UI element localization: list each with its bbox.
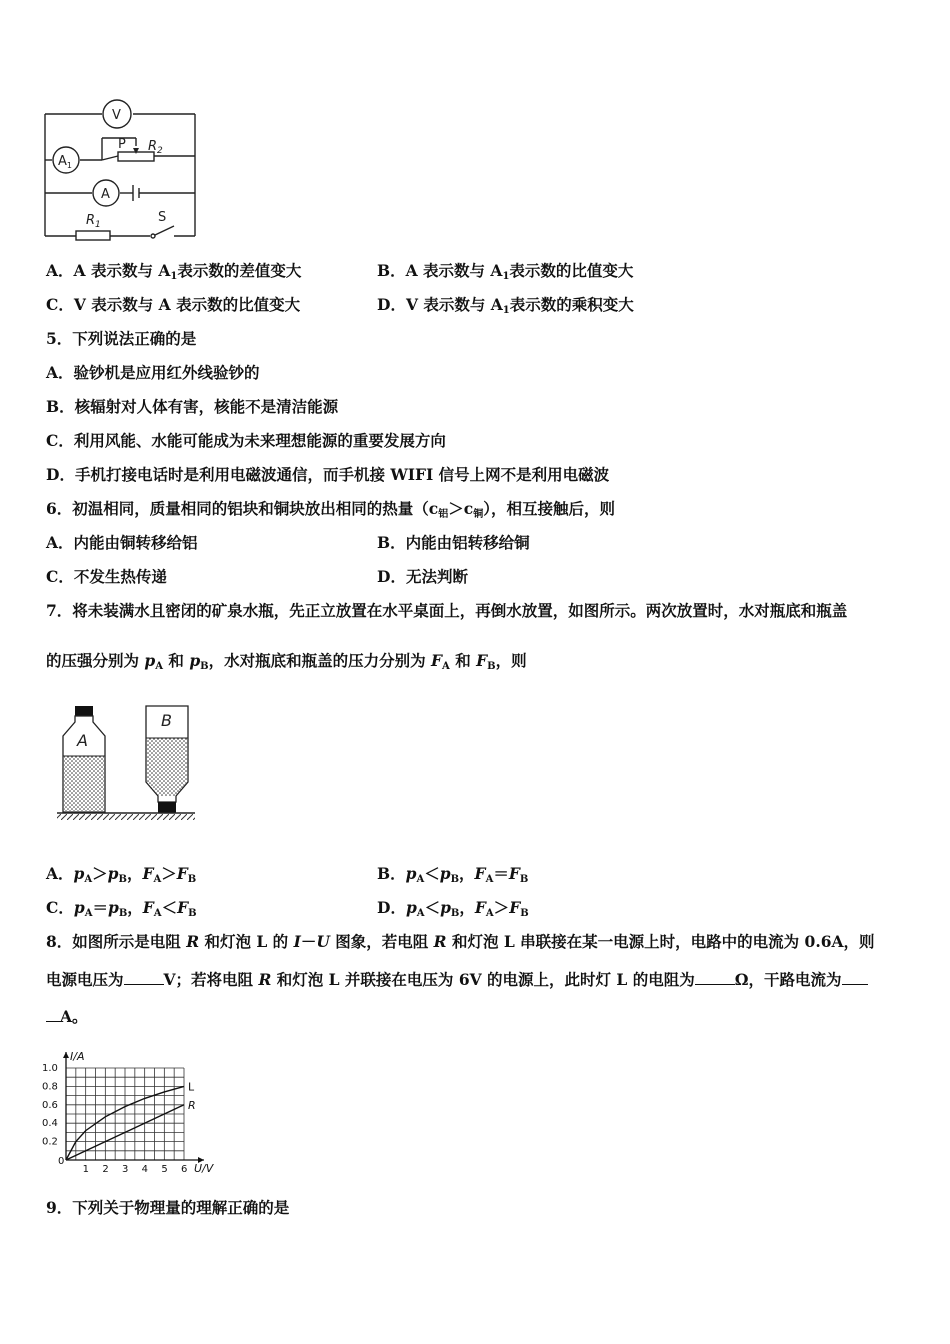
q4-option-d: D．V 表示数与 $A_1$表示数的乘积变大 xyxy=(377,295,634,316)
ammeter-label: A xyxy=(101,187,110,202)
q4-option-c: C．V 表示数与 A 表示数的比值变大 xyxy=(46,295,301,314)
origin-label: 0 xyxy=(58,1156,65,1167)
y-tick-label: 0.8 xyxy=(42,1081,58,1093)
q6-option-b: B．内能由铝转移给铜 xyxy=(377,533,530,552)
q8-stem-line1: 8．如图所示是电阻 R 和灯泡 L 的 I－U 图象，若电阻 R 和灯泡 L 串联接在某一电源上时，电路中的电流为 0.6A，则 xyxy=(46,932,875,951)
q8-stem-line2: 电源电压为 V；若将电阻 R 和灯泡 L 并联接在电压为 6V 的电源上，此时灯 L 的电阻为 Ω，干路电流为 xyxy=(46,970,868,990)
x-tick-label: 1 xyxy=(82,1164,90,1175)
series-label-L: L xyxy=(188,1080,195,1094)
y-tick-label: 0.6 xyxy=(42,1099,58,1111)
series-label-R: R xyxy=(188,1098,196,1112)
x-tick-label: 6 xyxy=(181,1164,188,1175)
circuit-diagram xyxy=(40,96,205,241)
slider-label: P xyxy=(118,137,126,152)
r2-label: $R_2$ xyxy=(148,139,163,156)
q7-option-d: D．$p_A<p_B$，$F_A>F_B$ xyxy=(377,898,529,919)
bottle-a-cap xyxy=(75,706,93,716)
q6-option-d: D．无法判断 xyxy=(377,567,468,586)
x-tick-label: 4 xyxy=(141,1164,149,1175)
q6-option-a: A．内能由铜转移给铝 xyxy=(46,533,198,552)
bottle-a-label: A xyxy=(77,731,88,750)
y-axis-label: I/A xyxy=(70,1050,85,1063)
ammeter1-label: $A_1$ xyxy=(58,154,72,170)
x-axis-label: U/V xyxy=(194,1162,214,1175)
q9-stem: 9．下列关于物理量的理解正确的是 xyxy=(46,1198,290,1217)
q4-option-b: B．A 表示数与 $A_1$表示数的比值变大 xyxy=(377,261,634,282)
iu-chart xyxy=(40,1038,240,1178)
x-tick-label: 3 xyxy=(122,1164,129,1175)
q5-option-b: B．核辐射对人体有害，核能不是清洁能源 xyxy=(46,397,339,416)
y-axis-arrow xyxy=(63,1052,69,1058)
y-tick-label: 0.2 xyxy=(42,1136,58,1148)
voltmeter-label: V xyxy=(112,108,121,123)
q7-stem-line1: 7．将未装满水且密闭的矿泉水瓶，先正立放置在水平桌面上，再倒水放置，如图所示。两次放置时，水对瓶底和瓶盖 xyxy=(46,601,848,620)
q5-stem: 5．下列说法正确的是 xyxy=(46,329,197,348)
q5-option-d: D．手机打接电话时是利用电磁波通信，而手机接 WIFI 信号上网不是利用电磁波 xyxy=(46,465,610,484)
bottles-figure xyxy=(55,700,200,825)
x-tick-label: 2 xyxy=(102,1164,109,1175)
q5-option-a: A．验钞机是应用红外线验钞的 xyxy=(46,363,260,382)
q5-option-c: C．利用风能、水能可能成为未来理想能源的重要发展方向 xyxy=(46,431,446,450)
bottle-b-cap xyxy=(158,802,176,813)
q6-stem: 6．初温相同，质量相同的铝块和铜块放出相同的热量$(c_铝>c_铜)$，相互接触后，则 xyxy=(46,499,615,520)
y-tick-label: 0.4 xyxy=(42,1118,58,1130)
r1-label: $R_1$ xyxy=(86,213,101,230)
q8-stem-line3: A。 xyxy=(46,1007,88,1027)
q7-option-a: A．$p_A>p_B$，$F_A>F_B$ xyxy=(46,864,197,885)
q7-stem-line2: 的压强分别为 $p_A$ 和 $p_B$，水对瓶底和瓶盖的压力分别为 $F_A$ 和 $F_B$，则 xyxy=(46,651,527,672)
y-tick-label: 1.0 xyxy=(42,1063,58,1074)
q6-option-c: C．不发生热传递 xyxy=(46,567,167,586)
q7-option-b: B．$p_A<p_B$，$F_A=F_B$ xyxy=(377,864,529,885)
x-tick-label: 5 xyxy=(161,1164,168,1175)
switch-label: S xyxy=(158,210,167,225)
bottle-b-label: B xyxy=(161,711,172,730)
q4-option-a: A．A 表示数与 $A_1$表示数的差值变大 xyxy=(46,261,302,282)
q7-option-c: C．$p_A=p_B$，$F_A<F_B$ xyxy=(46,898,197,919)
bottle-a-water xyxy=(64,756,104,811)
